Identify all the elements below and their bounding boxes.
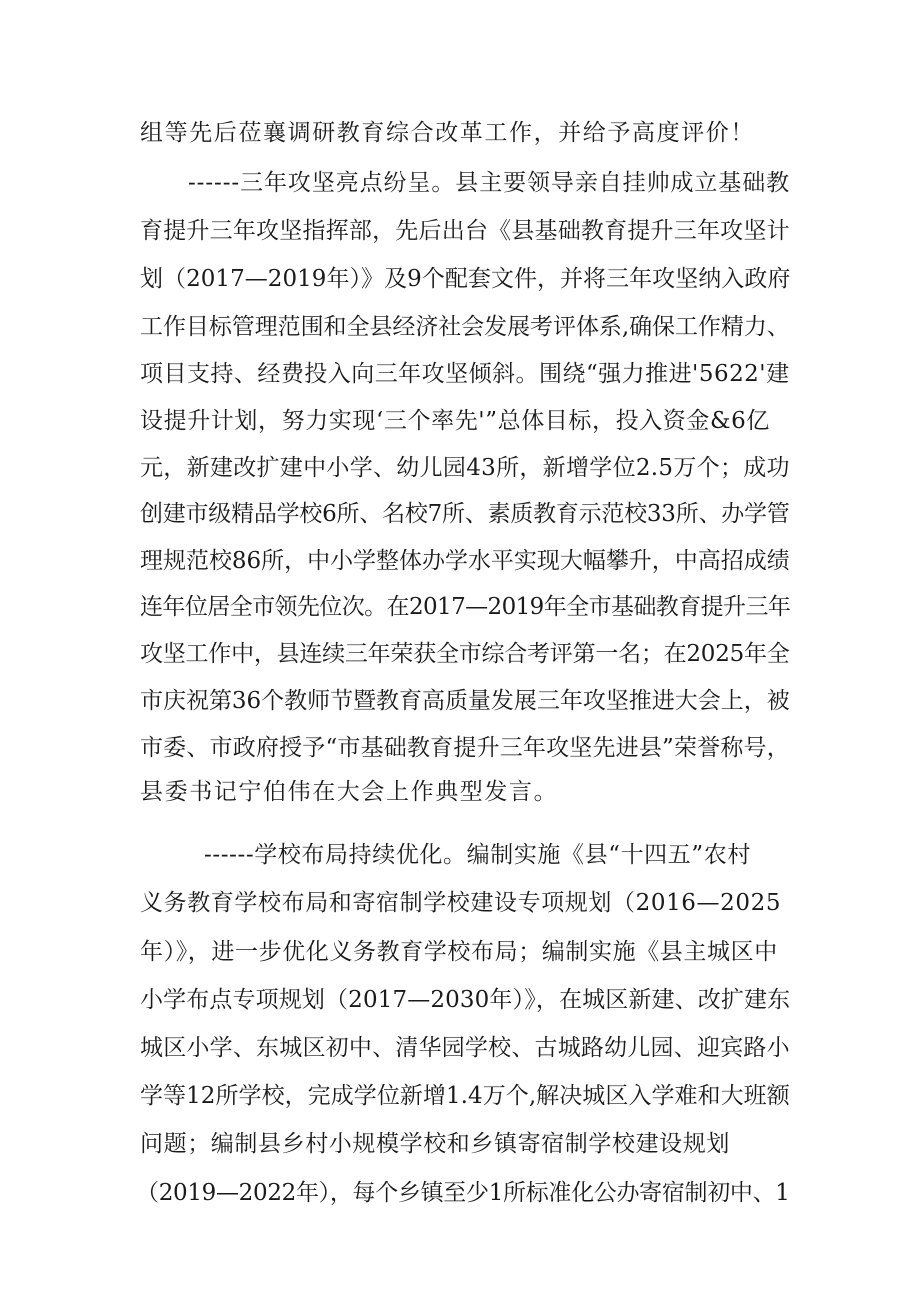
- text-line: 县委书记宁伯伟在大会上作典型发言。: [140, 779, 559, 805]
- text-line: 项目支持、经费投入向三年攻坚倾斜。围绕“强力推进'5622'建: [140, 361, 790, 387]
- text-line: 育提升三年攻坚指挥部，先后出台《县基础教育提升三年攻坚计: [140, 218, 790, 244]
- text-line: 市委、市政府授予“市基础教育提升三年攻坚先进县”荣誉称号，: [140, 735, 790, 761]
- text-line: 问题；编制县乡村小规模学校和乡镇寄宿制学校建设规划: [140, 1131, 730, 1157]
- text-line: 城区小学、东城区初中、清华园学校、古城路幼儿园、迎宾路小: [140, 1035, 790, 1061]
- text-line: 创建市级精品学校6所、名校7所、素质教育示范校33所、办学管: [140, 501, 790, 527]
- text-line: （2019—2022年），每个乡镇至少1所标准化公办寄宿制初中、1: [136, 1180, 790, 1206]
- text-line: 工作目标管理范围和全县经济社会发展考评体系,确保工作精力、: [140, 314, 790, 340]
- text-line: 年）》，进一步优化义务教育学校布局；编制实施《县主城区中: [140, 939, 778, 965]
- text-line: 学等12所学校，完成学位新增1.4万个,解决城区入学难和大班额: [140, 1083, 790, 1109]
- text-line: 理规范校86所，中小学整体办学水平实现大幅攀升，中高招成绩: [140, 548, 790, 574]
- text-line: 市庆祝第36个教师节暨教育高质量发展三年攻坚推进大会上，被: [140, 688, 790, 714]
- text-line: 连年位居全市领先位次。在2017—2019年全市基础教育提升三年: [140, 594, 791, 620]
- section-heading-line: ------三年攻坚亮点纷呈。县主要领导亲自挂帅成立基础教: [188, 170, 791, 196]
- text-line: 义务教育学校布局和寄宿制学校建设专项规划（2016—2025: [140, 890, 782, 916]
- text-line: 小学布点专项规划（2017—2030年）》，在城区新建、改扩建东: [140, 987, 791, 1013]
- section-heading-line: ------学校布局持续优化。编制实施《县“十四五”农村: [204, 842, 751, 868]
- text-line: 攻坚工作中，县连续三年荣获全市综合考评第一名；在2025年全: [140, 641, 790, 667]
- text-line: 组等先后莅襄调研教育综合改革工作，并给予高度评价！: [140, 120, 755, 146]
- text-line: 设提升计划，努力实现‘三个率先'”总体目标，投入资金&6亿: [140, 408, 770, 434]
- text-line: 元，新建改扩建中小学、幼儿园43所，新增学位2.5万个；成功: [140, 455, 790, 481]
- text-line: 划（2017—2019年）》及9个配套文件，并将三年攻坚纳入政府: [140, 266, 791, 292]
